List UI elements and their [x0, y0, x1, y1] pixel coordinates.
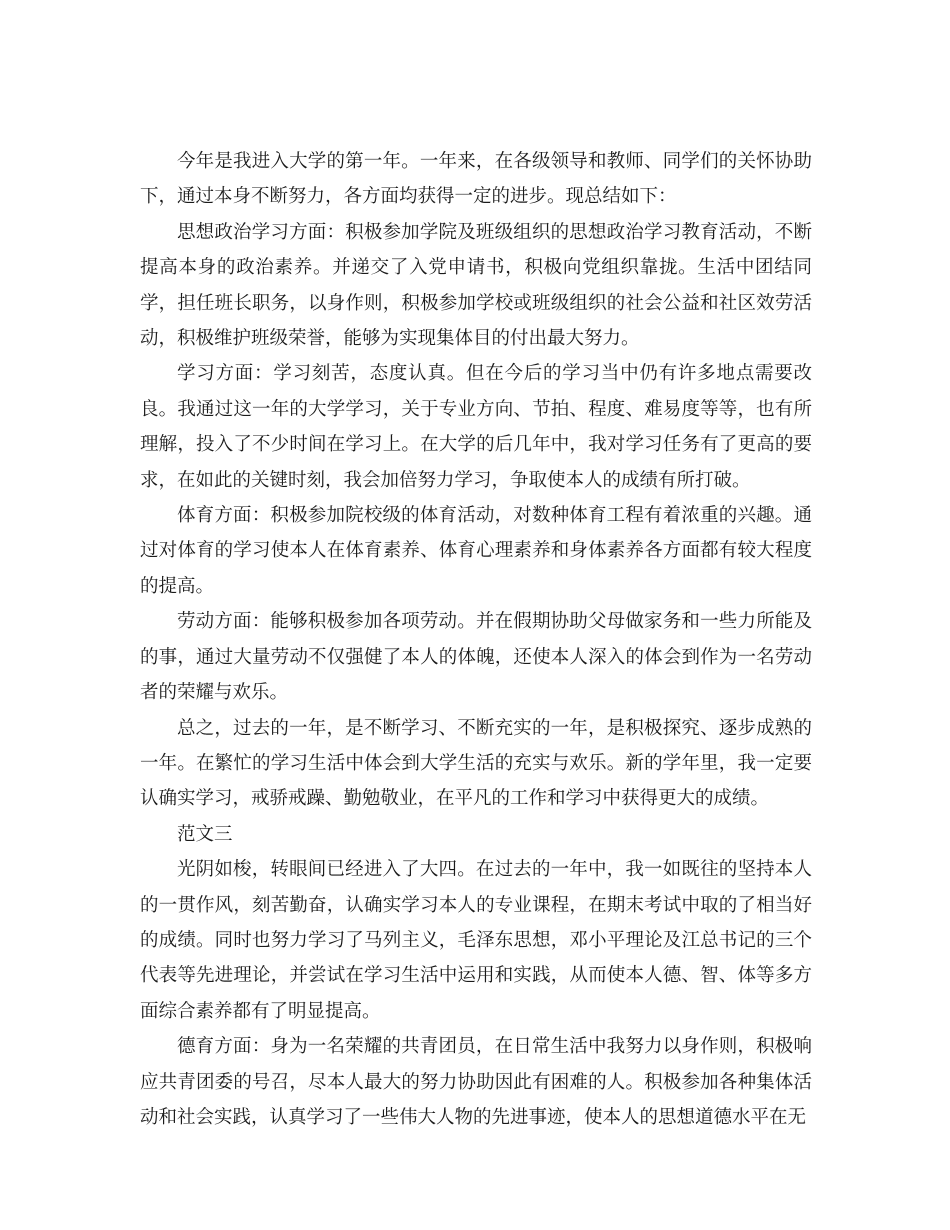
- paragraph-senior-year: 光阴如梭，转眼间已经进入了大四。在过去的一年中，我一如既往的坚持本人的一贯作风，刻苦勤奋，认确实学习本人的专业课程，在期末考试中取的了相当好的成绩。同时也努力学习了马列主义，毛泽东思想，邓小平理论及江总书记的三个代表等先进理论，并尝试在学习生活中运用和实践，从而使本人德、智、体等多方面综合素养都有了明显提高。: [140, 859, 812, 1022]
- paragraph-conclusion: 总之，过去的一年，是不断学习、不断充实的一年，是积极探究、逐步成熟的一年。在繁忙的学习生活中体会到大学生活的充实与欢乐。新的学年里，我一定要认确实学习，戒骄戒躁、勤勉敬业，在平凡的工作和学习中获得更大的成绩。: [140, 717, 812, 810]
- document-body: [140, 144, 812, 1135]
- paragraph-moral-education: 德育方面：身为一名荣耀的共青团员，在日常生活中我努力以身作则，积极响应共青团委的号召，尽本人最大的努力协助因此有困难的人。积极参加各种集体活动和社会实践，认真学习了一些伟大人物的先进事迹，使本人的思想道德水平在无: [140, 1036, 812, 1128]
- paragraph-sports: 体育方面：积极参加院校级的体育活动，对数种体育工程有着浓重的兴趣。通过对体育的学习使本人在体育素养、体育心理素养和身体素养各方面都有较大程度的提高。: [140, 505, 812, 597]
- section-heading-sample-three: 范文三: [177, 823, 233, 845]
- paragraph-political-study: 思想政治学习方面：积极参加学院及班级组织的思想政治学习教育活动，不断提高本身的政治素养。并递交了入党申请书，积极向党组织靠拢。生活中团结同学，担任班长职务，以身作则，积极参加学校或班级组织的社会公益和社区效劳活动，积极维护班级荣誉，能够为实现集体目的付出最大努力。: [140, 221, 812, 350]
- paragraph-labor: 劳动方面：能够积极参加各项劳动。并在假期协助父母做家务和一些力所能及的事，通过大量劳动不仅强健了本人的体魄，还使本人深入的体会到作为一名劳动者的荣耀与欢乐。: [140, 611, 812, 704]
- paragraph-study: 学习方面：学习刻苦，态度认真。但在今后的学习当中仍有许多地点需要改良。我通过这一年的大学学习，关于专业方向、节拍、程度、难易度等等，也有所理解，投入了不少时间在学习上。在大学的后几年中，我对学习任务有了更高的要求，在如此的关键时刻，我会加倍努力学习，争取使本人的成绩有所打破。: [140, 363, 812, 491]
- paragraph-intro: 今年是我进入大学的第一年。一年来，在各级领导和教师、同学们的关怀协助下，通过本身不断努力，各方面均获得一定的进步。现总结如下：: [140, 151, 812, 208]
